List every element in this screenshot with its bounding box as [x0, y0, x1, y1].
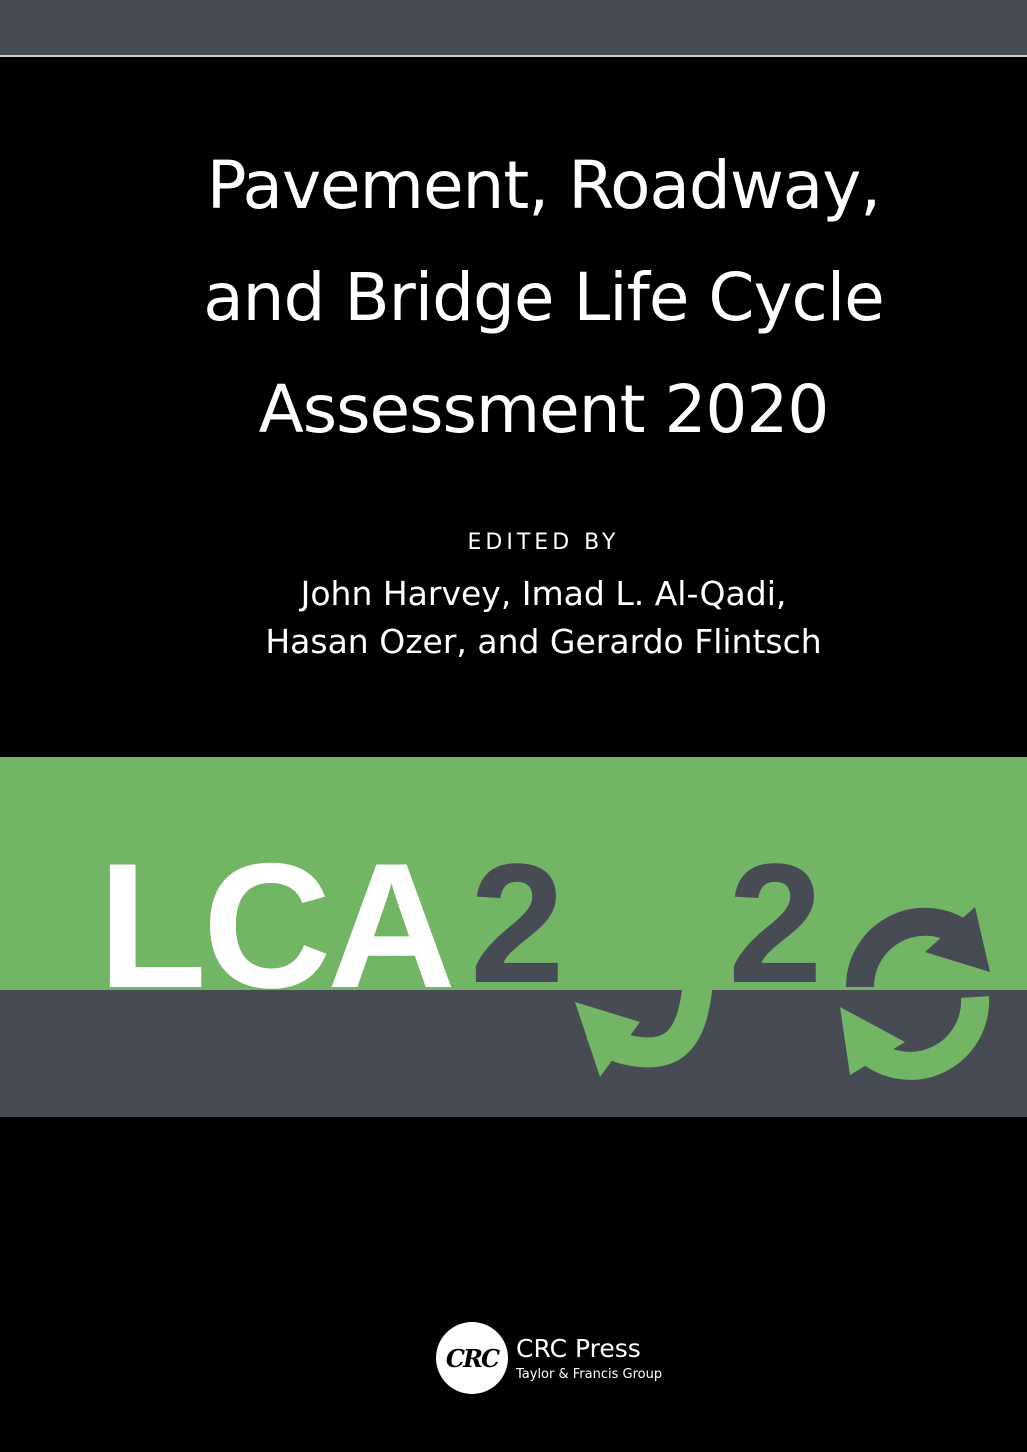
- publisher-logo: [436, 1322, 696, 1402]
- editor-list: [60, 570, 1027, 666]
- curve-arrow-icon: [575, 927, 700, 1077]
- title-line: Assessment 2020: [258, 371, 829, 448]
- book-title: [60, 130, 1027, 466]
- logo-digit: 2: [728, 829, 823, 1019]
- logo-digit: 2: [470, 829, 565, 1019]
- logo-text: LCA: [98, 826, 452, 1025]
- publisher-group: Taylor & Francis Group: [516, 1367, 663, 1382]
- publisher-name: CRC Press: [516, 1334, 641, 1363]
- lca-logo: [0, 757, 1027, 1117]
- editor-line: Hasan Ozer, and Gerardo Flintsch: [265, 622, 822, 661]
- crc-badge-text: CRC: [445, 1344, 499, 1373]
- top-band: [0, 0, 1027, 55]
- editor-line: John Harvey, Imad L. Al-Qadi,: [300, 574, 787, 613]
- crc-badge-icon: [436, 1322, 508, 1394]
- recycle-arrows-icon: [840, 907, 990, 1075]
- edited-by-label: EDITED BY: [467, 530, 620, 555]
- title-line: and Bridge Life Cycle: [203, 259, 884, 336]
- title-line: Pavement, Roadway,: [206, 147, 881, 224]
- top-rule: [0, 55, 1027, 57]
